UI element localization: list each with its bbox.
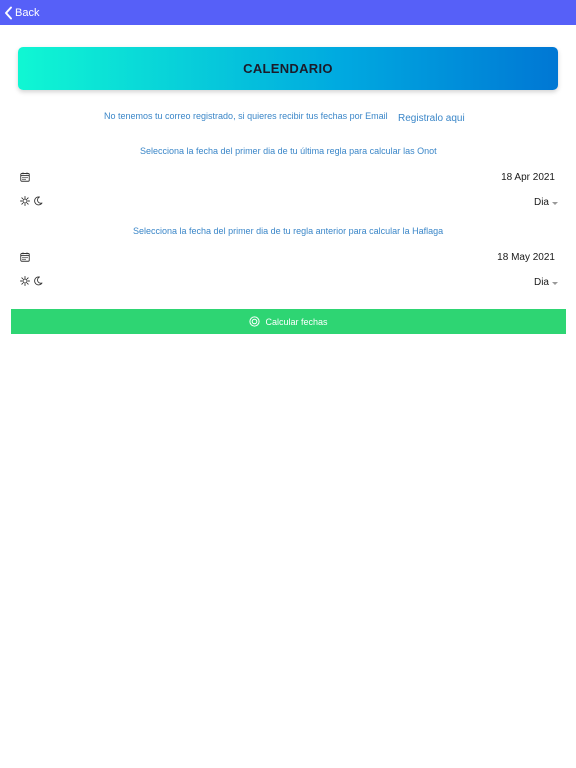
onot-period-select[interactable] — [534, 197, 558, 208]
caret-down-icon — [552, 282, 558, 285]
register-link[interactable]: Registralo aqui — [398, 113, 465, 124]
haflaga-date-picker[interactable]: 18 May 2021 — [497, 252, 555, 263]
onot-instruction: Selecciona la fecha del primer dia de tu última regla para calcular las Onot — [140, 146, 437, 156]
caret-down-icon — [552, 202, 558, 205]
calendar-icon — [20, 252, 30, 262]
chevron-left-icon — [4, 6, 13, 20]
title-banner — [18, 47, 558, 90]
haflaga-instruction: Selecciona la fecha del primer dia de tu regla anterior para calcular la Haflaga — [133, 226, 444, 236]
top-bar — [0, 0, 576, 25]
email-notice-text: No tenemos tu correo registrado, si quieres recibir tus fechas por Email — [104, 111, 388, 121]
calculate-button[interactable] — [11, 309, 566, 334]
calculate-label: Calcular fechas — [265, 316, 328, 327]
moon-icon — [33, 276, 43, 286]
onot-period-value: Dia — [533, 197, 549, 208]
haflaga-period-select[interactable] — [534, 277, 558, 288]
sun-icon — [20, 196, 30, 206]
moon-icon — [33, 196, 43, 206]
target-icon — [249, 316, 260, 327]
back-button[interactable] — [4, 0, 39, 25]
onot-date-picker[interactable]: 18 Apr 2021 — [501, 172, 555, 183]
haflaga-period-value: Dia — [533, 277, 549, 288]
haflaga-period-icons — [20, 276, 43, 286]
sun-icon — [20, 276, 30, 286]
back-label: Back — [15, 6, 40, 19]
calendar-icon — [20, 172, 30, 182]
onot-period-icons — [20, 196, 43, 206]
page-title: CALENDARIO — [243, 61, 333, 76]
